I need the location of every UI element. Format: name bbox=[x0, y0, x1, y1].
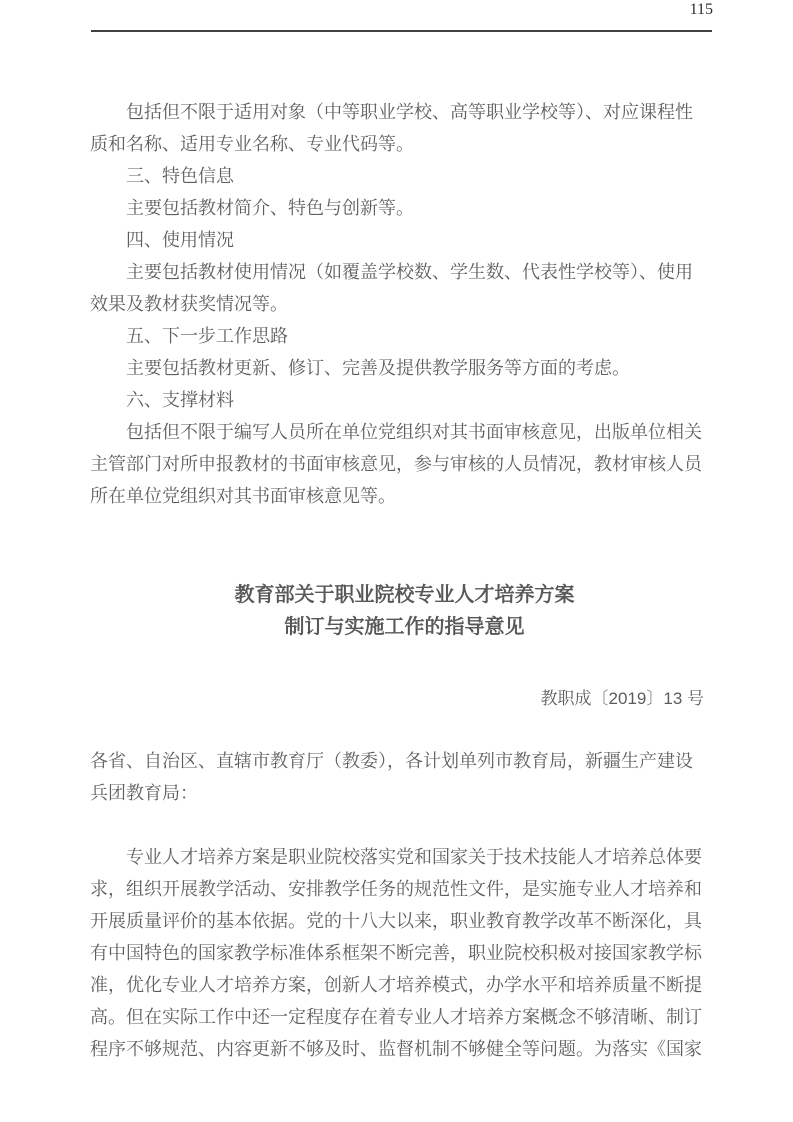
text-line: 开展质量评价的基本依据。党的十八大以来，职业教育教学改革不断深化，具 bbox=[90, 911, 702, 931]
doc-number-block bbox=[90, 683, 704, 715]
page-number: 115 bbox=[689, 1, 713, 18]
text-line: 包括但不限于编写人员所在单位党组织对其书面审核意见，出版单位相关 bbox=[126, 422, 702, 442]
text-line: 准，优化专业人才培养方案，创新人才培养模式，办学水平和培养质量不断提 bbox=[90, 975, 702, 995]
doc-number: 教职成〔2019〕13 号 bbox=[540, 689, 704, 708]
text-line: 五、下一步工作思路 bbox=[126, 326, 288, 346]
text-line: 包括但不限于适用对象（中等职业学校、高等职业学校等）、对应课程性 bbox=[126, 102, 693, 122]
text-line: 三、特色信息 bbox=[126, 166, 234, 186]
notice-title bbox=[90, 579, 704, 643]
text-line: 专业人才培养方案是职业院校落实党和国家关于技术技能人才培养总体要 bbox=[126, 847, 702, 867]
salutation-line: 兵团教育局： bbox=[90, 783, 198, 803]
text-line: 质和名称、适用专业名称、专业代码等。 bbox=[90, 134, 414, 154]
salutation-line: 各省、自治区、直辖市教育厅（教委），各计划单列市教育局，新疆生产建设 bbox=[90, 751, 693, 771]
text-line: 主管部门对所申报教材的书面审核意见，参与审核的人员情况，教材审核人员 bbox=[90, 454, 702, 474]
text-line: 主要包括教材使用情况（如覆盖学校数、学生数、代表性学校等）、使用 bbox=[126, 262, 693, 282]
text-line: 有中国特色的国家教学标准体系框架不断完善，职业院校积极对接国家教学标 bbox=[90, 943, 702, 963]
text-line: 求，组织开展教学活动、安排教学任务的规范性文件，是实施专业人才培养和 bbox=[90, 879, 702, 899]
text-line: 所在单位党组织对其书面审核意见等。 bbox=[90, 486, 396, 506]
text-line: 主要包括教材更新、修订、完善及提供教学服务等方面的考虑。 bbox=[126, 358, 630, 378]
text-line: 效果及教材获奖情况等。 bbox=[90, 294, 288, 314]
notice-title-line-1: 教育部关于职业院校专业人才培养方案 bbox=[234, 584, 575, 606]
text-line: 六、支撑材料 bbox=[126, 390, 234, 410]
text-line: 程序不够规范、内容更新不够及时、监督机制不够健全等问题。为落实《国家 bbox=[90, 1039, 702, 1059]
text-line: 四、使用情况 bbox=[126, 230, 234, 250]
header-rule bbox=[91, 30, 712, 32]
intro-section bbox=[90, 96, 704, 512]
notice-title-line-2: 制订与实施工作的指导意见 bbox=[284, 616, 525, 638]
text-line: 高。但在实际工作中还一定程度存在着专业人才培养方案概念不够清晰、制订 bbox=[90, 1007, 702, 1027]
notice-body bbox=[90, 841, 704, 1065]
salutation bbox=[90, 745, 704, 809]
text-line: 主要包括教材简介、特色与创新等。 bbox=[126, 198, 414, 218]
